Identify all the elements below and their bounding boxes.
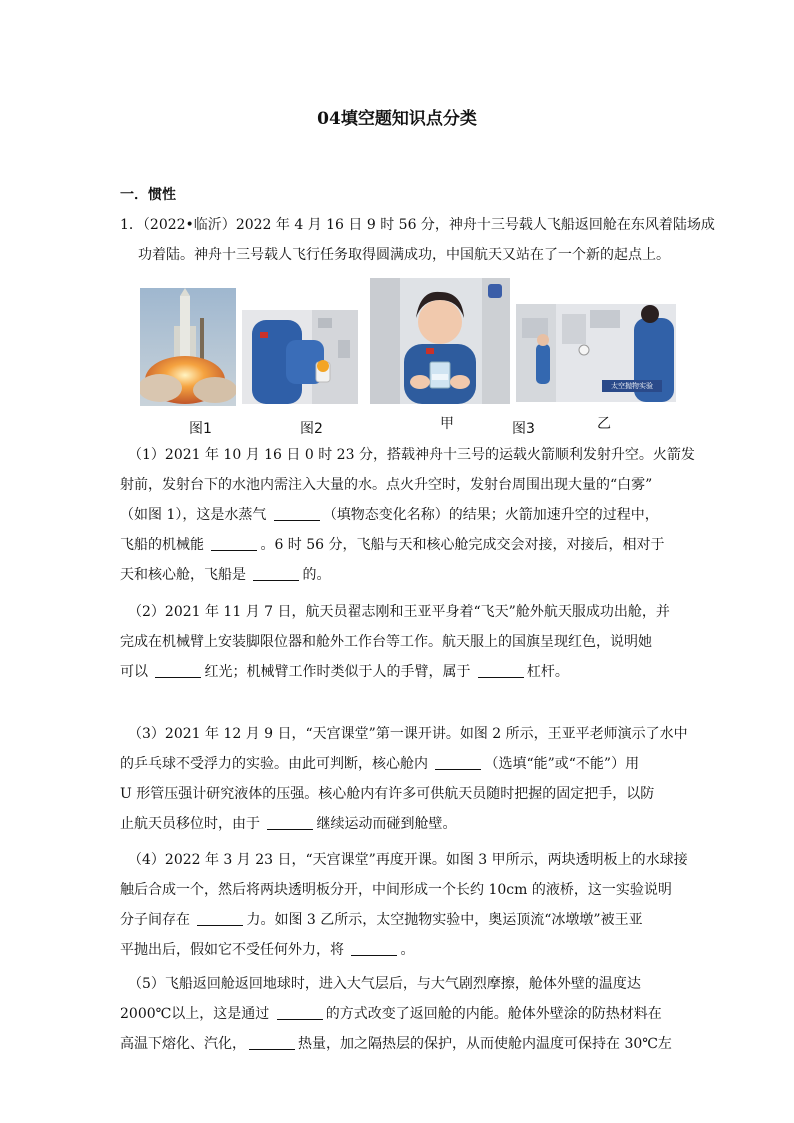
question-line <box>120 935 680 965</box>
answer-blank[interactable] <box>155 663 201 678</box>
question-part-2 <box>120 597 680 687</box>
question-text: （2）2021 年 11 月 7 日，航天员翟志刚和王亚平身着“飞天”舱外航天服成功出舱，并 <box>128 604 670 620</box>
question-source: （2022•临沂） <box>142 217 236 233</box>
question-line <box>120 470 680 500</box>
question-text: 完成在机械臂上安装脚限位器和舱外工作台等工作。航天服上的国旗呈现红色，说明她 <box>120 634 652 650</box>
answer-blank[interactable] <box>351 941 397 956</box>
question-text: 飞船的机械能 <box>120 537 209 553</box>
answer-blank[interactable] <box>277 1005 323 1020</box>
question-line <box>120 1029 680 1059</box>
question-text: 分子间存在 <box>120 912 195 928</box>
figure-3-caption: 图3 <box>512 421 535 437</box>
answer-blank[interactable] <box>249 1035 295 1050</box>
question-text: 。6 时 56 分，飞船与天和核心舱完成交会对接，对接后，相对于 <box>260 537 665 553</box>
question-line <box>120 597 680 627</box>
question-line <box>120 627 680 657</box>
question-text: （5）飞船返回舱返回地球时，进入大气层后，与大气剧烈摩擦，舱体外壁的温度达 <box>128 976 641 992</box>
question-text: 触后合成一个，然后将两块透明板分开，中间形成一个长约 10cm 的液桥，这一实验说明 <box>120 882 672 898</box>
question-text: 的方式改变了返回舱的内能。舱体外壁涂的防热材料在 <box>325 1006 662 1022</box>
question-text: 2000℃以上，这是通过 <box>120 1006 274 1022</box>
question-text: 。 <box>400 942 415 958</box>
answer-blank[interactable] <box>435 755 481 770</box>
question-line <box>120 845 688 875</box>
question-text: 天和核心舱，飞船是 <box>120 567 251 583</box>
question-line <box>120 809 680 839</box>
question-line <box>120 875 680 905</box>
question-text: 平抛出后，假如它不受任何外力，将 <box>120 942 349 958</box>
answer-blank[interactable] <box>478 663 524 678</box>
answer-blank[interactable] <box>267 815 313 830</box>
question-line <box>120 500 680 530</box>
question-text: 可以 <box>120 664 153 680</box>
figure-2-caption: 图2 <box>300 421 323 437</box>
question-line <box>120 779 680 809</box>
question-text: 的。 <box>302 567 331 583</box>
question-text: U 形管压强计研究液体的压强。核心舱内有许多可供航天员随时把握的固定把手，以防 <box>120 786 655 802</box>
question-line <box>120 560 680 590</box>
question-line <box>120 749 680 779</box>
question-text: （填物态变化名称）的结果；火箭加速升空的过程中， <box>322 507 659 523</box>
question-part-3 <box>120 719 688 839</box>
question-part-5 <box>120 969 680 1059</box>
question-text: （4）2022 年 3 月 23 日，“天宫课堂”再度开课。如图 3 甲所示，两块透明板上的水球接 <box>128 852 688 868</box>
question-line <box>120 969 680 999</box>
question-text: 高温下熔化、汽化， <box>120 1036 246 1052</box>
question-line <box>120 440 695 470</box>
answer-blank[interactable] <box>253 566 299 581</box>
question-text: 力。如图 3 乙所示，太空抛物实验中，奥运顶流“冰墩墩”被王亚 <box>246 912 643 928</box>
figure-1-caption: 图1 <box>189 421 212 437</box>
question-number: 1． <box>120 217 143 233</box>
question-line <box>120 999 680 1029</box>
question-part-4 <box>120 845 688 965</box>
question-text: （1）2021 年 10 月 16 日 0 时 23 分，搭载神舟十三号的运载火箭顺利发射升空。火箭发 <box>128 447 695 463</box>
section-heading: 一．惯性 <box>120 187 176 203</box>
question-text: （如图 1），这是水蒸气 <box>120 507 271 523</box>
question-text: 红光；机械臂工作时类似于人的手臂，属于 <box>204 664 475 680</box>
question-text: 射前，发射台下的水池内需注入大量的水。点火升空时，发射台周围出现大量的“白雾” <box>120 477 653 493</box>
question-text: （3）2021 年 12 月 9 日，“天宫课堂”第一课开讲。如图 2 所示，王亚平老师演示了水中 <box>128 726 688 742</box>
question-line <box>120 719 688 749</box>
figure-1-rocket-launch <box>140 288 236 406</box>
figure-3a-caption: 甲 <box>440 416 454 432</box>
question-part-1 <box>120 440 695 590</box>
question-line <box>120 530 680 560</box>
question-text: 止航天员移位时，由于 <box>120 816 265 832</box>
answer-blank[interactable] <box>211 536 257 551</box>
figure-3a-water-bridge <box>370 278 510 404</box>
page-title: 04填空题知识点分类 <box>317 109 477 129</box>
question-line <box>120 657 680 687</box>
question-intro <box>120 210 715 270</box>
figure-3b-caption: 乙 <box>597 416 611 432</box>
figure-2-astronaut-ping-pong <box>242 310 358 404</box>
question-text: 热量，加之隔热层的保护，从而使舱内温度可保持在 30℃左 <box>298 1036 672 1052</box>
question-text: 的乒乓球不受浮力的实验。由此可判断，核心舱内 <box>120 756 433 772</box>
question-text: 继续运动而碰到舱壁。 <box>316 816 457 832</box>
question-text: 杠杆。 <box>526 664 569 680</box>
figure-3b-space-throw <box>516 304 676 402</box>
question-intro-line1: 2022 年 4 月 16 日 9 时 56 分，神舟十三号载人飞船返回舱在东风着陆场成 <box>235 217 715 233</box>
question-intro-line2: 功着陆。神舟十三号载人飞行任务取得圆满成功，中国航天又站在了一个新的起点上。 <box>138 247 670 263</box>
answer-blank[interactable] <box>197 911 243 926</box>
answer-blank[interactable] <box>274 506 320 521</box>
question-text: （选填“能”或“不能”）用 <box>484 756 640 772</box>
question-line <box>120 905 680 935</box>
space-throw-inset-label: 太空抛物实验 <box>602 380 662 392</box>
